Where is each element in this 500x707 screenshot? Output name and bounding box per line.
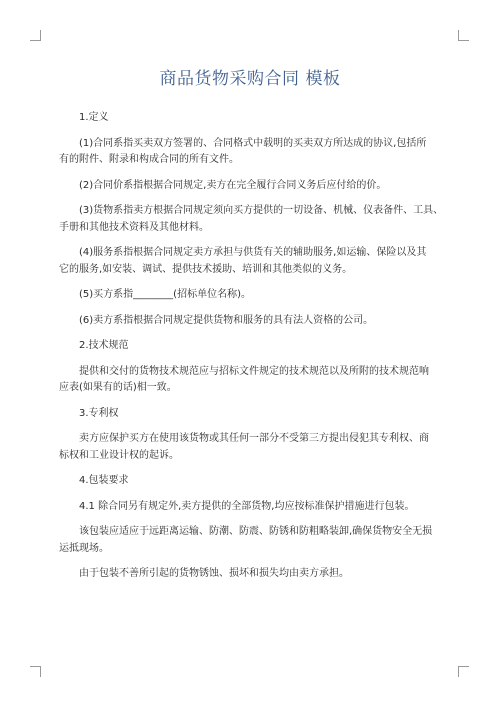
paragraph-line: (6)卖方系指根据合同规定提供货物和服务的具有法人资格的公司。 xyxy=(79,314,374,326)
paragraph-line: 由于包装不善所引起的货物锈蚀、损坏和损失均由卖方承担。 xyxy=(79,568,349,579)
paragraph-line: 4.包装要求 xyxy=(79,475,129,486)
crop-mark-top-right xyxy=(458,30,469,41)
paragraph xyxy=(59,287,442,304)
paragraph-line: 标权和工业设计权的起诉。 xyxy=(59,449,179,461)
paragraph-line: 该包装应适应于远距离运输、防潮、防震、防锈和防粗略装卸,确保货物安全无损 xyxy=(79,526,433,537)
paragraph-line: 应表(如果有的话)相一致。 xyxy=(59,382,177,393)
paragraph-line: (5)买方系指________(招标单位名称)。 xyxy=(79,289,251,300)
paragraph xyxy=(59,566,442,583)
paragraph-line: (2)合同价系指根据合同规定,卖方在完全履行合同义务后应付给的价。 xyxy=(79,179,387,191)
paragraph-line: 卖方应保护买方在使用该货物或其任何一部分不受第三方提出侵犯其专利权、商 xyxy=(79,433,429,444)
paragraph-line: (4)服务系指根据合同规定卖方承担与供货有关的辅助服务,如运输、保险以及其 xyxy=(79,247,427,258)
paragraph xyxy=(59,136,442,169)
crop-mark-top-left xyxy=(30,30,41,41)
paragraph-line: 提供和交付的货物技术规范应与招标文件规定的技术规范以及所附的技术规范响 xyxy=(79,365,429,377)
paragraph-line: 3.专利权 xyxy=(79,407,119,419)
document-title: 商品货物采购合同 模板 xyxy=(159,69,341,89)
crop-mark-bottom-left xyxy=(30,666,41,677)
paragraph xyxy=(59,524,442,557)
paragraph-line: (1)合同系指买卖双方签署的、合同格式中载明的买卖双方所达成的协议,包括所 xyxy=(79,137,427,149)
paragraph xyxy=(59,110,442,127)
paragraph-line: 2.技术规范 xyxy=(79,340,129,351)
document-body xyxy=(59,110,442,592)
paragraph-line: 手册和其他技术资料及其他材料。 xyxy=(59,221,209,233)
paragraph xyxy=(59,473,442,490)
paragraph xyxy=(59,499,442,516)
paragraph-line: 运抵现场。 xyxy=(59,542,109,554)
paragraph-line: 1.定义 xyxy=(79,112,109,123)
paragraph xyxy=(59,245,442,278)
paragraph xyxy=(59,406,442,423)
paragraph-line: 4.1 除合同另有规定外,卖方提供的全部货物,均应按标准保护措施进行包装。 xyxy=(79,500,415,512)
paragraph xyxy=(59,431,442,464)
paragraph-line: 有的附件、附录和构成合同的所有文件。 xyxy=(59,154,239,165)
paragraph xyxy=(59,313,442,330)
paragraph xyxy=(59,178,442,195)
paragraph-line: 它的服务,如安装、调试、提供技术援助、培训和其他类似的义务。 xyxy=(59,263,353,275)
paragraph xyxy=(59,203,442,236)
paragraph xyxy=(59,364,442,397)
crop-mark-bottom-right xyxy=(458,666,469,677)
paragraph-line: (3)货物系指卖方根据合同规定须向买方提供的一切设备、机械、仪表备件、工具、 xyxy=(79,205,444,216)
paragraph xyxy=(59,338,442,355)
